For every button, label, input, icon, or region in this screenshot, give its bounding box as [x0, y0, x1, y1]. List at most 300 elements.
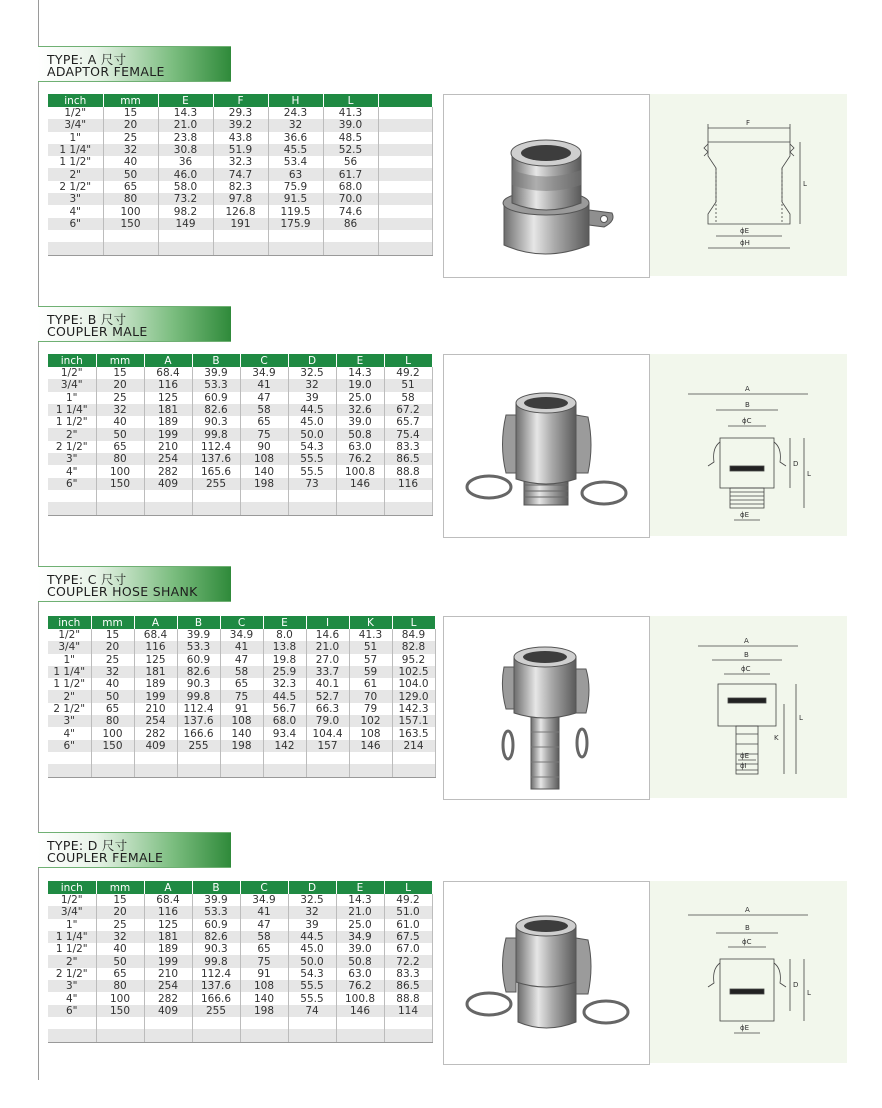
table-cell: 1 1/2" — [48, 416, 96, 428]
table-cell: 50.8 — [336, 955, 384, 967]
table-cell: 157.1 — [392, 715, 435, 727]
table-cell: 99.8 — [192, 955, 240, 967]
table-cell: 199 — [144, 955, 192, 967]
table-cell — [263, 764, 306, 777]
table-cell: 108 — [240, 980, 288, 992]
table-cell: 1/2" — [48, 107, 103, 119]
table-cell: 146 — [349, 740, 392, 752]
table-cell: 125 — [144, 919, 192, 931]
table-cell: 82.6 — [192, 931, 240, 943]
table-cell: 119.5 — [268, 205, 323, 217]
table-row — [48, 465, 432, 477]
table-cell: 32 — [96, 404, 144, 416]
column-header: L — [323, 94, 378, 107]
table-cell: 142 — [263, 740, 306, 752]
table-cell: 3" — [48, 453, 96, 465]
table-cell — [48, 230, 103, 242]
table-cell: 34.9 — [240, 894, 288, 906]
table-cell — [384, 502, 432, 515]
table-cell: 91 — [220, 703, 263, 715]
table-cell — [378, 242, 432, 255]
table-row — [48, 992, 432, 1004]
table-cell: 50 — [103, 168, 158, 180]
table-cell: 15 — [96, 894, 144, 906]
table-cell: 88.8 — [384, 465, 432, 477]
table-cell: 68.4 — [144, 894, 192, 906]
table-cell: 255 — [177, 740, 220, 752]
table-cell: 36 — [158, 156, 213, 168]
table-cell: 1 1/2" — [48, 156, 103, 168]
table-cell: 210 — [144, 968, 192, 980]
table-cell: 82.3 — [213, 181, 268, 193]
table-cell: 165.6 — [192, 465, 240, 477]
table-cell: 84.9 — [392, 629, 435, 641]
table-cell: 39 — [288, 919, 336, 931]
table-cell: 74.7 — [213, 168, 268, 180]
table-row — [48, 752, 435, 764]
table-cell: 65 — [91, 703, 134, 715]
table-cell: 99.8 — [177, 690, 220, 702]
table-cell: 21.0 — [158, 119, 213, 131]
table-cell: 56 — [323, 156, 378, 168]
column-header: B — [177, 616, 220, 629]
table-cell: 65 — [220, 678, 263, 690]
table-cell — [144, 1017, 192, 1029]
table-cell: 56.7 — [263, 703, 306, 715]
table-cell: 46.0 — [158, 168, 213, 180]
table-cell: 65 — [96, 441, 144, 453]
column-header: mm — [96, 354, 144, 367]
table-cell: 70.0 — [323, 193, 378, 205]
table-cell: 100 — [91, 727, 134, 739]
table-cell: 1 1/4" — [48, 404, 96, 416]
column-header: L — [384, 881, 432, 894]
table-cell — [378, 181, 432, 193]
table-cell: 39.9 — [192, 367, 240, 379]
type-a-technical-drawing — [650, 94, 847, 276]
table-cell — [349, 752, 392, 764]
table-cell: 108 — [240, 453, 288, 465]
type-d-drawing-label: D — [793, 981, 799, 989]
table-cell — [306, 764, 349, 777]
table-cell — [96, 1029, 144, 1042]
table-cell: 150 — [96, 478, 144, 490]
table-cell — [220, 752, 263, 764]
table-cell — [349, 764, 392, 777]
column-header: H — [268, 94, 323, 107]
table-cell: 1" — [48, 654, 91, 666]
type-a-title-line1: TYPE: A 尺寸 — [47, 52, 127, 67]
table-cell: 65 — [240, 416, 288, 428]
table-cell — [103, 242, 158, 255]
column-header: E — [263, 616, 306, 629]
table-cell: 86.5 — [384, 453, 432, 465]
table-cell: 198 — [240, 478, 288, 490]
table-cell: 150 — [96, 1005, 144, 1017]
table-cell: 282 — [144, 992, 192, 1004]
table-cell — [96, 490, 144, 502]
table-cell — [144, 490, 192, 502]
table-cell: 23.8 — [158, 132, 213, 144]
type-b-drawing-label: B — [745, 401, 750, 409]
table-cell: 55.5 — [288, 465, 336, 477]
table-cell: 25 — [103, 132, 158, 144]
table-cell: 175.9 — [268, 218, 323, 230]
table-cell — [96, 1017, 144, 1029]
table-cell: 15 — [91, 629, 134, 641]
table-cell: 53.3 — [192, 379, 240, 391]
type-b-title — [38, 306, 231, 342]
column-header: A — [144, 354, 192, 367]
table-cell: 55.5 — [288, 453, 336, 465]
table-row — [48, 666, 435, 678]
table-cell: 34.9 — [220, 629, 263, 641]
table-cell: 39.2 — [213, 119, 268, 131]
table-cell: 146 — [336, 478, 384, 490]
table-cell: 2" — [48, 168, 103, 180]
table-cell: 189 — [134, 678, 177, 690]
table-cell: 20 — [96, 379, 144, 391]
table-row — [48, 478, 432, 490]
table-cell: 61.0 — [384, 919, 432, 931]
table-cell: 140 — [220, 727, 263, 739]
table-row — [48, 629, 435, 641]
table-row — [48, 502, 432, 515]
table-cell: 90.3 — [192, 943, 240, 955]
table-cell — [158, 242, 213, 255]
table-cell: 58 — [240, 931, 288, 943]
table-cell: 6" — [48, 218, 103, 230]
table-cell: 49.2 — [384, 367, 432, 379]
table-row — [48, 968, 432, 980]
table-cell: 40.1 — [306, 678, 349, 690]
table-cell — [392, 764, 435, 777]
table-cell: 61.7 — [323, 168, 378, 180]
type-c-drawing-label: A — [744, 637, 749, 645]
table-cell: 137.6 — [177, 715, 220, 727]
type-c-drawing-label: ϕC — [741, 665, 751, 673]
table-cell: 25.0 — [336, 392, 384, 404]
table-cell: 1 1/4" — [48, 666, 91, 678]
table-row — [48, 205, 432, 217]
table-cell: 29.3 — [213, 107, 268, 119]
table-cell: 191 — [213, 218, 268, 230]
table-cell: 88.8 — [384, 992, 432, 1004]
table-cell — [103, 230, 158, 242]
table-cell: 1" — [48, 392, 96, 404]
table-cell: 91.5 — [268, 193, 323, 205]
table-cell: 40 — [96, 943, 144, 955]
table-cell: 24.3 — [268, 107, 323, 119]
table-cell: 114 — [384, 1005, 432, 1017]
table-cell: 15 — [96, 367, 144, 379]
table-cell: 20 — [91, 641, 134, 653]
table-cell: 149 — [158, 218, 213, 230]
table-cell: 83.3 — [384, 441, 432, 453]
table-row — [48, 242, 432, 255]
table-cell: 86.5 — [384, 980, 432, 992]
table-cell: 82.8 — [392, 641, 435, 653]
table-cell: 1 1/4" — [48, 931, 96, 943]
table-cell: 150 — [91, 740, 134, 752]
column-header: mm — [91, 616, 134, 629]
table-cell: 32 — [91, 666, 134, 678]
table-row — [48, 678, 435, 690]
table-cell — [288, 502, 336, 515]
type-b-drawing-label: ϕE — [740, 511, 750, 519]
table-cell: 90.3 — [192, 416, 240, 428]
column-header: A — [134, 616, 177, 629]
table-cell — [323, 242, 378, 255]
table-row — [48, 144, 432, 156]
table-row — [48, 453, 432, 465]
table-cell: 409 — [134, 740, 177, 752]
table-cell: 210 — [134, 703, 177, 715]
table-cell: 73.2 — [158, 193, 213, 205]
table-cell: 63.0 — [336, 968, 384, 980]
section-type-b — [38, 306, 858, 546]
column-header: E — [336, 881, 384, 894]
table-cell: 47 — [220, 654, 263, 666]
table-cell: 198 — [240, 1005, 288, 1017]
table-cell: 91 — [240, 968, 288, 980]
table-cell: 75 — [240, 428, 288, 440]
table-cell: 14.3 — [336, 894, 384, 906]
table-cell: 65.7 — [384, 416, 432, 428]
table-cell: 3" — [48, 193, 103, 205]
table-cell — [48, 1029, 96, 1042]
table-cell: 2" — [48, 428, 96, 440]
table-cell: 199 — [144, 428, 192, 440]
table-cell — [263, 752, 306, 764]
table-cell: 116 — [144, 379, 192, 391]
table-row — [48, 156, 432, 168]
table-cell: 126.8 — [213, 205, 268, 217]
table-cell — [268, 230, 323, 242]
type-b-title-line1: TYPE: B 尺寸 — [47, 312, 127, 327]
table-cell — [134, 764, 177, 777]
type-d-drawing-label: ϕC — [742, 938, 752, 946]
table-cell: 74 — [288, 1005, 336, 1017]
table-cell: 76.2 — [336, 453, 384, 465]
table-cell: 4" — [48, 205, 103, 217]
column-header: mm — [103, 94, 158, 107]
section-type-d — [38, 832, 858, 1072]
table-cell: 57 — [349, 654, 392, 666]
table-cell: 90.3 — [177, 678, 220, 690]
table-cell: 2 1/2" — [48, 968, 96, 980]
table-cell: 51.9 — [213, 144, 268, 156]
table-row — [48, 1005, 432, 1017]
table-cell: 67.2 — [384, 404, 432, 416]
table-cell: 1 1/4" — [48, 144, 103, 156]
table-cell: 100.8 — [336, 992, 384, 1004]
type-b-drawing-label: ϕC — [742, 417, 752, 425]
type-d-technical-drawing — [650, 881, 847, 1063]
column-header: C — [240, 354, 288, 367]
column-header: inch — [48, 94, 103, 107]
table-cell: 108 — [220, 715, 263, 727]
table-cell: 33.7 — [306, 666, 349, 678]
table-cell: 116 — [384, 478, 432, 490]
type-a-title — [38, 46, 231, 82]
table-cell: 58 — [384, 392, 432, 404]
table-cell: 63.0 — [336, 441, 384, 453]
table-cell: 48.5 — [323, 132, 378, 144]
table-cell: 58 — [220, 666, 263, 678]
section-type-c — [38, 566, 858, 806]
table-cell: 25.0 — [336, 919, 384, 931]
table-cell: 32 — [288, 379, 336, 391]
table-cell: 282 — [144, 465, 192, 477]
table-cell: 53.4 — [268, 156, 323, 168]
table-cell: 108 — [349, 727, 392, 739]
table-cell: 93.4 — [263, 727, 306, 739]
table-cell: 32.5 — [288, 894, 336, 906]
table-row — [48, 181, 432, 193]
table-cell: 59 — [349, 666, 392, 678]
table-cell: 39.0 — [323, 119, 378, 131]
table-cell — [378, 230, 432, 242]
table-cell: 157 — [306, 740, 349, 752]
column-header: A — [144, 881, 192, 894]
type-b-drawing-label: L — [807, 470, 811, 478]
table-cell: 72.2 — [384, 955, 432, 967]
table-cell: 50.0 — [288, 955, 336, 967]
table-row — [48, 894, 432, 906]
type-d-drawing-label: A — [745, 906, 750, 914]
table-cell: 68.4 — [134, 629, 177, 641]
table-header-row — [48, 616, 435, 629]
column-header: inch — [48, 354, 96, 367]
table-cell: 409 — [144, 478, 192, 490]
table-cell: 55.5 — [288, 980, 336, 992]
table-cell — [192, 1029, 240, 1042]
table-cell — [220, 764, 263, 777]
table-cell: 19.8 — [263, 654, 306, 666]
table-cell: 2 1/2" — [48, 703, 91, 715]
table-cell: 112.4 — [177, 703, 220, 715]
column-header: C — [220, 616, 263, 629]
table-row — [48, 641, 435, 653]
table-cell: 13.8 — [263, 641, 306, 653]
table-cell: 6" — [48, 1005, 96, 1017]
table-cell: 100 — [103, 205, 158, 217]
table-row — [48, 107, 432, 119]
column-header: mm — [96, 881, 144, 894]
column-header: E — [336, 354, 384, 367]
table-cell: 51 — [384, 379, 432, 391]
table-cell: 75 — [240, 955, 288, 967]
table-cell: 50 — [96, 428, 144, 440]
type-c-title-line2: COUPLER HOSE SHANK — [47, 584, 198, 599]
type-c-spec-table — [48, 616, 436, 778]
table-row — [48, 727, 435, 739]
type-a-product-photo — [443, 94, 650, 278]
table-cell: 66.3 — [306, 703, 349, 715]
table-row — [48, 943, 432, 955]
table-cell — [392, 752, 435, 764]
table-cell: 39 — [288, 392, 336, 404]
table-cell: 8.0 — [263, 629, 306, 641]
table-cell: 181 — [144, 931, 192, 943]
table-row — [48, 906, 432, 918]
table-cell — [240, 1017, 288, 1029]
table-cell: 140 — [240, 465, 288, 477]
table-cell: 52.5 — [323, 144, 378, 156]
table-cell — [378, 168, 432, 180]
table-cell: 32.6 — [336, 404, 384, 416]
table-cell: 255 — [192, 478, 240, 490]
table-cell — [378, 144, 432, 156]
table-cell: 58.0 — [158, 181, 213, 193]
table-cell: 41 — [240, 906, 288, 918]
table-cell: 49.2 — [384, 894, 432, 906]
column-header: F — [213, 94, 268, 107]
table-row — [48, 715, 435, 727]
table-cell: 255 — [192, 1005, 240, 1017]
table-cell: 32 — [96, 931, 144, 943]
table-row — [48, 416, 432, 428]
table-cell: 54.3 — [288, 441, 336, 453]
table-cell — [48, 490, 96, 502]
table-cell: 409 — [144, 1005, 192, 1017]
type-d-spec-table — [48, 881, 433, 1043]
column-header: inch — [48, 616, 91, 629]
table-cell: 3/4" — [48, 379, 96, 391]
table-cell: 112.4 — [192, 441, 240, 453]
table-cell — [378, 107, 432, 119]
table-cell: 181 — [144, 404, 192, 416]
table-cell: 102.5 — [392, 666, 435, 678]
column-header: B — [192, 881, 240, 894]
table-cell: 44.5 — [263, 690, 306, 702]
table-cell: 129.0 — [392, 690, 435, 702]
table-cell — [48, 752, 91, 764]
table-cell — [378, 205, 432, 217]
type-c-product-photo — [443, 616, 650, 800]
table-cell: 90 — [240, 441, 288, 453]
type-a-drawing-label: F — [746, 119, 751, 127]
table-cell: 210 — [144, 441, 192, 453]
type-d-product-photo — [443, 881, 650, 1065]
type-a-spec-table — [48, 94, 433, 256]
table-cell: 1/2" — [48, 894, 96, 906]
table-cell: 68.4 — [144, 367, 192, 379]
table-cell: 55.5 — [288, 992, 336, 1004]
table-cell: 39.9 — [192, 894, 240, 906]
table-row — [48, 119, 432, 131]
table-cell: 68.0 — [263, 715, 306, 727]
table-row — [48, 193, 432, 205]
table-cell — [336, 1029, 384, 1042]
table-cell: 32 — [288, 906, 336, 918]
table-cell: 20 — [103, 119, 158, 131]
table-cell: 2 1/2" — [48, 441, 96, 453]
table-row — [48, 367, 432, 379]
table-cell — [240, 1029, 288, 1042]
table-row — [48, 690, 435, 702]
type-d-title-line1: TYPE: D 尺寸 — [47, 838, 128, 853]
table-cell — [336, 1017, 384, 1029]
table-cell: 166.6 — [192, 992, 240, 1004]
table-cell: 41 — [220, 641, 263, 653]
table-cell: 198 — [220, 740, 263, 752]
type-c-drawing-label: B — [744, 651, 749, 659]
column-header: D — [288, 354, 336, 367]
table-row — [48, 392, 432, 404]
table-cell: 50 — [96, 955, 144, 967]
